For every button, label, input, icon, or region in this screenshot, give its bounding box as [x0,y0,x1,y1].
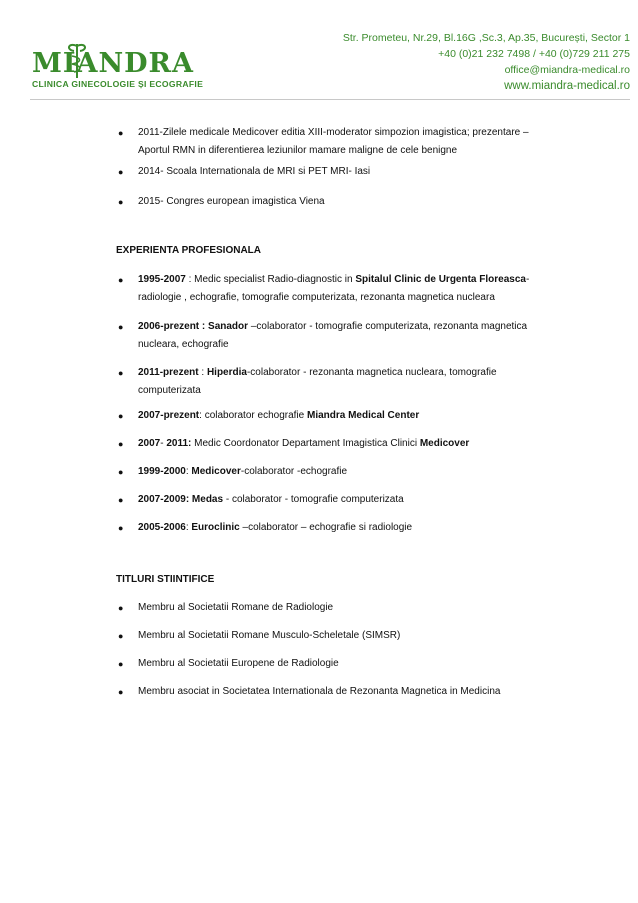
list-item [118,163,578,181]
item-text: : colaborator echografie [199,410,307,421]
list-item [118,318,578,354]
section-heading-experience: EXPERIENTA PROFESIONALA [116,245,262,256]
organization-text: Hiperdia [206,367,247,378]
item-text-line: Membru al Societatii Europene de Radiologie [138,658,339,669]
item-text-line: Membru asociat in Societatea Internationala de Rezonanta Magnetica in Medicina [138,686,501,697]
item-text-line: Aportul RMN in diferentierea leziunilor mamare maligne de cele benigne [138,145,458,156]
bullet-icon: ● [118,631,124,641]
list-item [118,193,578,211]
phone-text: +40 (0)21 232 7498 / +40 (0)729 211 275 [438,48,630,60]
list-item [118,407,578,425]
item-text-line: computerizata [138,385,201,396]
item-text: : [185,466,192,477]
period-text: 2007 [138,438,161,449]
item-text-line [138,463,578,481]
item-text-line [138,407,578,425]
period-text: 2007-2009: Medas [138,494,224,505]
item-text: –colaborator – echografie si radiologie [239,522,413,533]
list-item [118,435,578,453]
item-text-line [138,519,578,537]
organization-text: 2011: [166,438,192,449]
item-text: : Medic specialist Radio-diagnostic in [185,274,356,285]
bullet-icon: ● [118,523,124,533]
website-link[interactable]: www.miandra-medical.ro [504,80,630,92]
item-text: -colaborator - rezonanta magnetica nucleara, tomografie [246,367,497,378]
item-text: : [185,522,192,533]
list-item [118,599,578,617]
item-text-line [138,364,578,382]
list-item [118,627,578,645]
list-item [118,463,578,481]
organization-text: Euroclinic [191,522,240,533]
organization-text: Medicover [191,466,241,477]
item-text-line [138,491,578,509]
item-text: - [160,438,167,449]
item-text-line [138,271,578,289]
bullet-icon: ● [118,275,124,285]
item-text-line: radiologie , echografie, tomografie computerizata, rezonanta magnetica nucleara [138,292,495,303]
bullet-icon: ● [118,128,124,138]
organization-text: Spitalul Clinic de Urgenta Floreasca [355,274,526,285]
bullet-icon: ● [118,322,124,332]
section-heading-titles: TITLURI STIINTIFICE [116,574,215,585]
bullet-icon: ● [118,167,124,177]
item-text: Medic Coordonator Departament Imagistica Clinici [191,438,420,449]
period-text: 2005-2006 [138,522,186,533]
item-text-line [138,318,578,336]
logo-subtitle: CLINICA GINECOLOGIE ȘI ECOGRAFIE [32,79,204,89]
item-text-line: 2015- Congres european imagistica Viena [138,196,325,207]
period-text: 2011-prezent [138,367,199,378]
item-text: - [525,274,530,285]
email-link[interactable]: office@miandra-medical.ro [504,64,630,76]
logo-wordmark: MIANDRA [32,48,194,79]
organization-text: Medicover [419,438,470,449]
bullet-icon: ● [118,439,124,449]
item-text-line: 2011-Zilele medicale Medicover editia XIII-moderator simpozion imagistica; prezentare – [138,127,529,138]
period-text: 1995-2007 [138,274,186,285]
list-item [118,683,578,701]
item-text-line: 2014- Scoala Internationala de MRI si PET MRI- Iasi [138,166,371,177]
list-item [118,271,578,307]
list-item [118,491,578,509]
list-item [118,364,578,400]
item-text-line: nucleara, echografie [138,339,229,350]
bullet-icon: ● [118,495,124,505]
bullet-icon: ● [118,687,124,697]
bullet-icon: ● [118,197,124,207]
period-text: 2007-prezent [138,410,200,421]
list-item [118,655,578,673]
bullet-icon: ● [118,368,124,378]
item-text: -colaborator -echografie [240,466,348,477]
bullet-icon: ● [118,603,124,613]
bullet-icon: ● [118,411,124,421]
address-text: Str. Prometeu, Nr.29, Bl.16G ,Sc.3, Ap.35, București, Sector 1 [342,32,630,44]
period-text: 2006-prezent : Sanador [138,321,249,332]
bullet-icon: ● [118,659,124,669]
item-text-line [138,435,578,453]
bullet-icon: ● [118,467,124,477]
item-text: : [198,367,207,378]
list-item [118,124,578,160]
item-text: - colaborator - tomografie computerizata [223,494,404,505]
item-text-line: Membru al Societatii Romane de Radiologie [138,602,334,613]
organization-text: Miandra Medical Center [306,410,420,421]
item-text-line: Membru al Societatii Romane Musculo-Scheletale (SIMSR) [138,630,401,641]
list-item [118,519,578,537]
item-text: –colaborator - tomografie computerizata, rezonanta magnetica [248,321,528,332]
period-text: 1999-2000 [138,466,186,477]
